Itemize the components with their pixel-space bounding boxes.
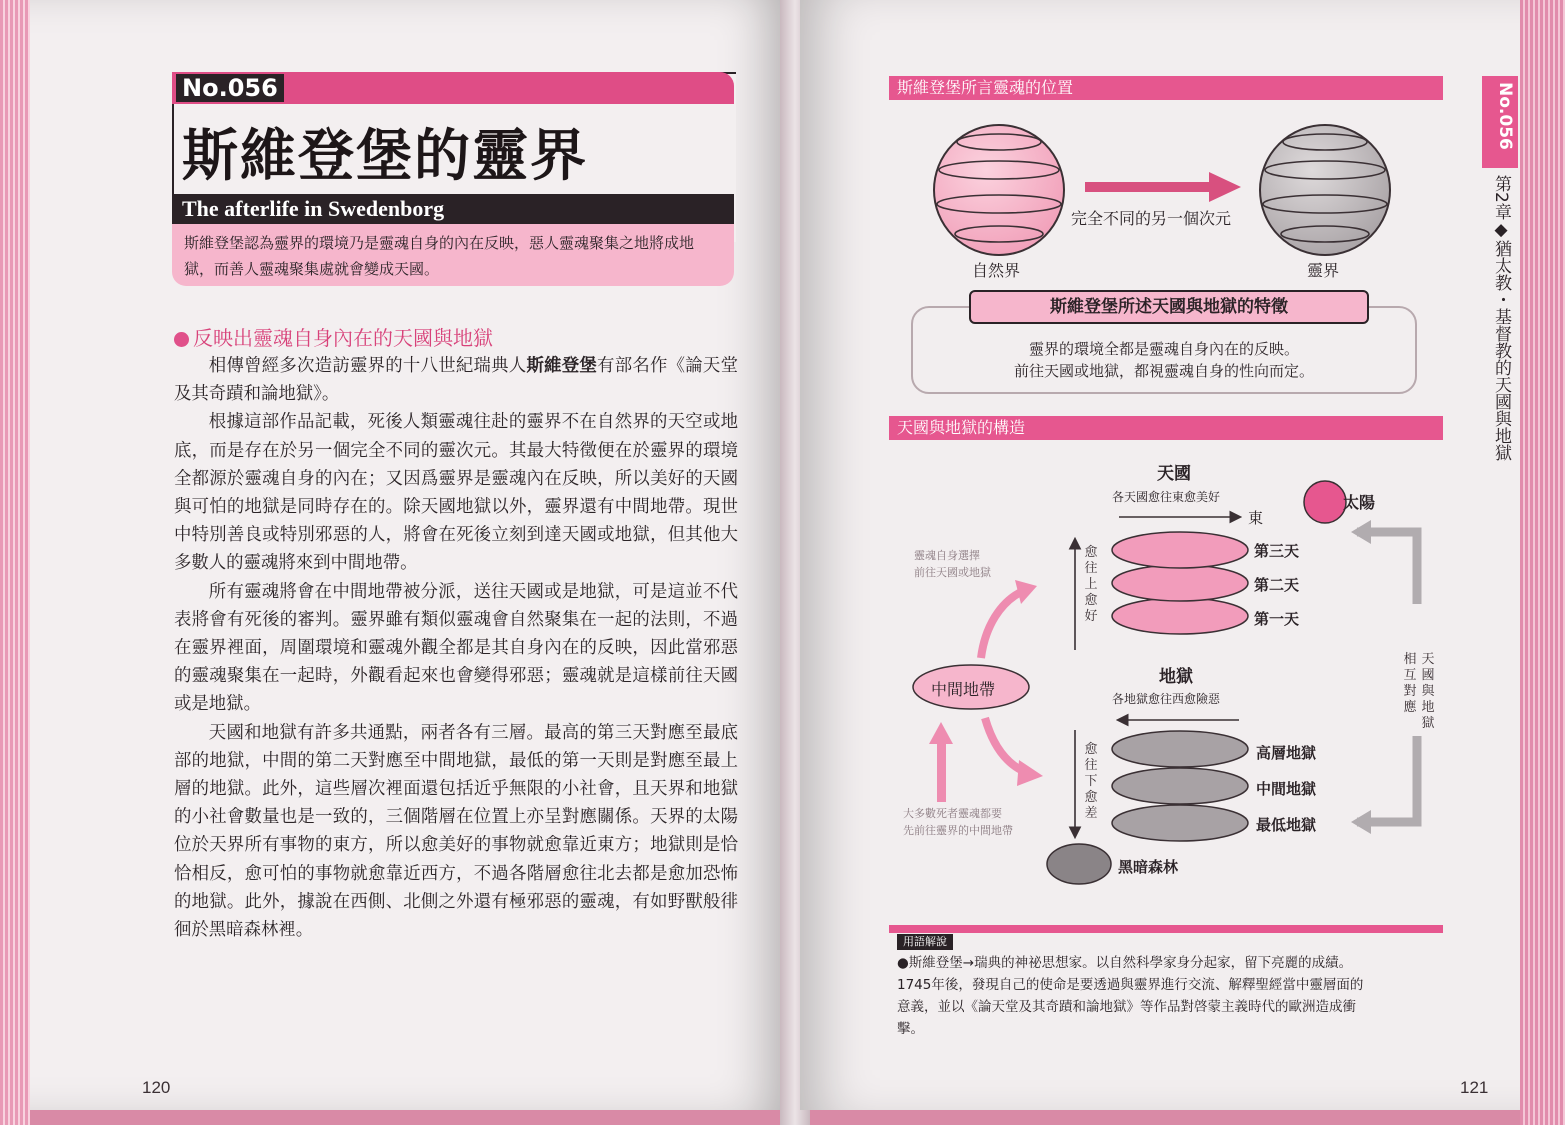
dead-note-2: 先前往靈界的中間地帶 bbox=[903, 824, 1013, 837]
page-number-right: 121 bbox=[1460, 1078, 1489, 1097]
hell-layer-2 bbox=[1112, 768, 1248, 804]
east-label: 東 bbox=[1248, 509, 1264, 527]
summary-box: 斯維登堡認為靈界的環境乃是靈魂自身的內在反映，惡人靈魂聚集之地將成地獄，而善人靈魂聚集處就會變成天國。 bbox=[172, 224, 734, 286]
body-paragraph: 天國和地獄有許多共通點，兩者各有三層。最高的第三天對應至最底部的地獄，中間的第二天對應至中間地獄，最低的第一天則是對應至最上層的地獄。此外，這些層次裡面還包括近乎無限的小社會，且天界和地獄的小社會數量也是一致的，三個階層在位置上亦呈對應關係。天界的太陽位於天界所有事物的東方，所以愈美好的事物就愈靠近東方；地獄則是恰恰相反，愈可怕的事物就愈靠近西方，不過各階層愈往北去都是愈加恐怖的地獄。此外，據說在西側、北側之外還有極邪惡的靈魂，有如野獸般徘徊於黑暗森林裡。 bbox=[174, 722, 738, 941]
heaven-layer-1 bbox=[1112, 598, 1248, 634]
correspond-label-2: 相互對應 bbox=[1403, 652, 1417, 715]
heaven-layer-2-label: 第二天 bbox=[1254, 576, 1300, 594]
hell-layer-lowest-label: 最低地獄 bbox=[1256, 816, 1317, 834]
feature-text bbox=[911, 338, 1417, 382]
side-chapter-title: 第2章◆猶太教・基督教的天國與地獄 bbox=[1491, 175, 1511, 461]
number-badge: No.056 bbox=[176, 74, 284, 102]
heaven-layer-3 bbox=[1112, 532, 1248, 568]
heaven-label: 天國 bbox=[1157, 464, 1191, 484]
heaven-layer-3-label: 第三天 bbox=[1254, 542, 1300, 560]
feature-line-2: 前往天國或地獄，都視靈魂自身的性向而定。 bbox=[1013, 362, 1314, 380]
choose-note-1: 靈魂自身選擇 bbox=[914, 549, 980, 562]
bullet-dot-icon bbox=[174, 332, 189, 347]
curve-arrow-down-icon bbox=[985, 718, 1043, 786]
middle-zone-label: 中間地帶 bbox=[931, 680, 996, 699]
natural-world-label: 自然界 bbox=[972, 261, 1021, 280]
hell-layer-high-label: 高層地獄 bbox=[1256, 744, 1317, 762]
section-heading bbox=[174, 322, 493, 351]
glossary-text bbox=[897, 952, 1437, 1040]
feature-title: 斯維登堡所述天國與地獄的特徵 bbox=[969, 290, 1369, 324]
rise-arrow-icon bbox=[929, 722, 953, 802]
dark-forest-icon bbox=[1047, 844, 1111, 884]
body-paragraph: 所有靈魂將會在中間地帶被分派，送往天國或是地獄，可是這並不代表將會有死後的審判。靈界雖有類似靈魂會自然聚集在一起的法則，不過在靈界裡面，周圍環境和靈魂外觀全都是其自身內在的反映，因此當邪惡的靈魂聚集在一起時，外觀看起來也會變得邪惡；靈魂就是這樣前往天國或是地獄。 bbox=[174, 581, 738, 715]
sun-label: 太陽 bbox=[1343, 493, 1376, 512]
correspond-label-1: 天國與地獄 bbox=[1421, 652, 1435, 731]
page-edge-left bbox=[0, 0, 30, 1125]
glossary-line-1: ●斯維登堡→瑞典的神祕思想家。以自然科學家身分起家，留下亮麗的成績。 bbox=[897, 955, 1353, 971]
curve-arrow-up-icon bbox=[981, 580, 1037, 658]
glossary-line-3: 意義，並以《論天堂及其奇蹟和論地獄》等作品對啓蒙主義時代的歐洲造成衝 bbox=[897, 999, 1356, 1015]
body-paragraph: 根據這部作品記載，死後人類靈魂往赴的靈界不在自然界的天空或地底，而是存在於另一個完全不同的靈次元。其最大特徵便在於靈界的環境全都源於靈魂自身的內在；又因爲靈界是靈魂內在反映，所以美好的天國與可怕的地獄是同時存在的。除天國地獄以外，靈界還有中間地帶。現世中特別善良或特別邪惡的人，將會在死後立刻到達天國或地獄，但其他大多數人的靈魂將來到中間地帶。 bbox=[174, 412, 738, 574]
feature-line-1: 靈界的環境全都是靈魂自身內在的反映。 bbox=[1028, 340, 1299, 358]
page-number-left: 120 bbox=[142, 1078, 171, 1097]
title-box bbox=[172, 72, 734, 286]
hell-layers bbox=[1112, 731, 1248, 841]
heaven-layer-1-label: 第一天 bbox=[1254, 610, 1300, 628]
dimension-arrow-icon bbox=[1085, 172, 1241, 202]
down-vertical-label: 愈往下愈差 bbox=[1084, 742, 1098, 821]
bold-term: 斯維登堡 bbox=[526, 356, 598, 376]
hell-layer-1 bbox=[1112, 731, 1248, 767]
heaven-layer-2 bbox=[1112, 565, 1248, 601]
glossary-label: 用語解說 bbox=[897, 934, 953, 950]
page-title: 斯維登堡的靈界 bbox=[182, 124, 588, 189]
page-edge-right bbox=[1520, 0, 1565, 1125]
spirit-world-label: 靈界 bbox=[1307, 261, 1340, 280]
hell-layer-3 bbox=[1112, 805, 1248, 841]
choose-note-2: 前往天國或地獄 bbox=[914, 566, 991, 579]
english-subtitle: The afterlife in Swedenborg bbox=[172, 194, 734, 224]
body-text bbox=[174, 352, 738, 944]
body-paragraph: 相傳曾經多次造訪靈界的十八世紀瑞典人斯維登堡有部名作《論天堂及其奇蹟和論地獄》。 bbox=[174, 356, 738, 405]
arrow-label: 完全不同的另一個次元 bbox=[1071, 209, 1232, 228]
hell-note: 各地獄愈往西愈險惡 bbox=[1112, 692, 1221, 706]
note-band bbox=[889, 925, 1443, 933]
glossary-line-2: 1745年後，發現自己的使命是要透過與靈界進行交流、解釋聖經當中靈層面的 bbox=[897, 977, 1364, 993]
section-band-structure: 天國與地獄的構造 bbox=[889, 416, 1443, 440]
heaven-layers bbox=[1112, 532, 1248, 634]
hell-layer-middle-label: 中間地獄 bbox=[1256, 780, 1317, 798]
dead-note-1: 大多數死者靈魂都要 bbox=[903, 807, 1002, 820]
natural-world-sphere bbox=[934, 125, 1064, 255]
dark-forest-label: 黑暗森林 bbox=[1118, 858, 1179, 876]
sun-icon bbox=[1304, 481, 1346, 523]
side-number: No.056 bbox=[1495, 82, 1515, 150]
glossary-line-4: 擊。 bbox=[897, 1021, 924, 1037]
up-vertical-label: 愈往上愈好 bbox=[1084, 545, 1098, 624]
heaven-note: 各天國愈往東愈美好 bbox=[1112, 490, 1221, 504]
section-band-soul-position: 斯維登堡所言靈魂的位置 bbox=[889, 76, 1443, 100]
section-heading-text: 反映出靈魂自身內在的天國與地獄 bbox=[193, 326, 493, 350]
spirit-world-sphere bbox=[1260, 125, 1390, 255]
hell-label: 地獄 bbox=[1159, 667, 1193, 687]
